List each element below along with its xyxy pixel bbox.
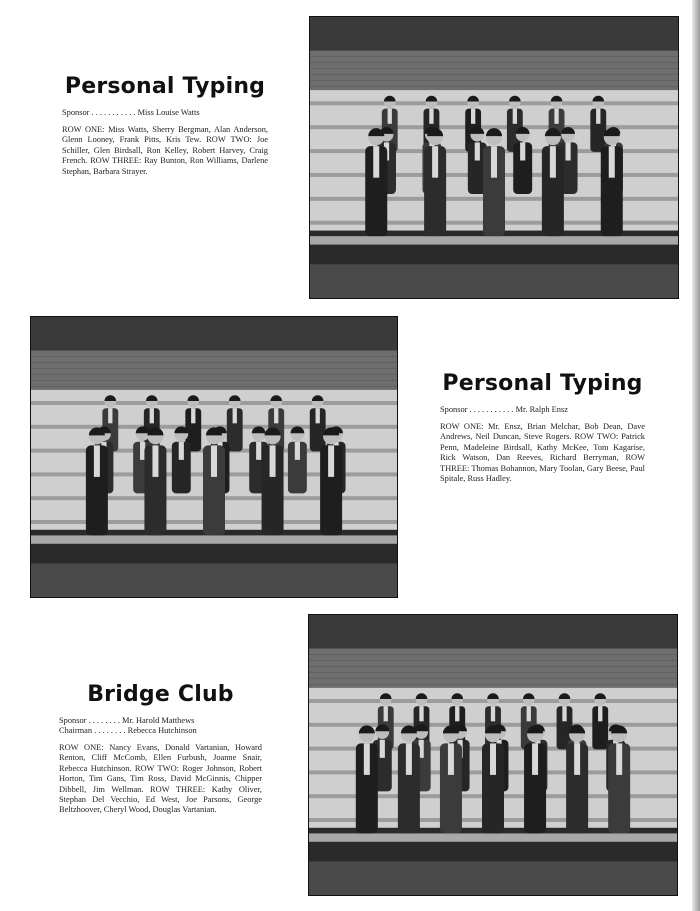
section-bridge-club xyxy=(59,682,262,816)
chairman-line: Chairman . . . . . . . . Rebecca Hutchinson xyxy=(59,726,197,735)
sponsor-line: Sponsor . . . . . . . . . . . Mr. Ralph Ensz xyxy=(440,405,568,414)
group-photo-2 xyxy=(30,316,398,598)
group-photo-icon xyxy=(31,317,397,597)
roster-text: ROW ONE: Nancy Evans, Donald Vartanian, Howard Renton, Cliff McComb, Ellen Furbush, Joanne Snair, Rebecca Hutchinson. ROW TWO: Roger Johnson, Robert Horton, Tim Gans, Tim Ross, David McGinnis, Chipper Dibbell, Jim Wellman. ROW THREE: Kathy Oliver, Stephan Del Vecchio, Ed West, Joe Parsons, George Beltzhoover, Cheryl Wood, Douglas Vartanian. xyxy=(59,743,262,815)
roster-text: ROW ONE: Miss Watts, Sherry Bergman, Alan Anderson, Glenn Looney, Frank Pitts, Kris Tew. ROW TWO: Joe Schiller, Glen Birdsall, Ron Kelley, Robert Harvey, Craig French. ROW THREE: Ray Bunton, Ron Williams, Darlene Stephan, Barbara Strayer. xyxy=(62,125,268,176)
group-photo-icon xyxy=(309,615,677,895)
roster-text: ROW ONE: Mr. Ensz, Brian Melchar, Bob Dean, Dave Andrews, Neil Duncan, Steve Rogers. ROW TWO: Patrick Penn, Madeleine Birdsall, Kathy McKee, Tom Kagarise, Rick Watson, Dan Reeves, Richard Berryman, ROW THREE: Thomas Bohannon, Mary Toolan, Gary Beese, Paul Spitale, Russ Hadley. xyxy=(440,422,645,484)
sponsor-line: Sponsor . . . . . . . . Mr. Harold Matthews xyxy=(59,716,195,725)
group-photo-3 xyxy=(308,614,678,896)
section-personal-typing-2 xyxy=(440,371,645,484)
section-title: Personal Typing xyxy=(64,74,266,99)
group-photo-icon xyxy=(310,17,678,298)
sponsor-line: Sponsor . . . . . . . . . . . Miss Louise Watts xyxy=(62,108,200,117)
page-gutter-shadow xyxy=(692,0,700,911)
section-personal-typing-1 xyxy=(62,74,268,177)
section-title: Bridge Club xyxy=(87,682,234,707)
group-photo-1 xyxy=(309,16,679,299)
section-title: Personal Typing xyxy=(442,371,643,396)
